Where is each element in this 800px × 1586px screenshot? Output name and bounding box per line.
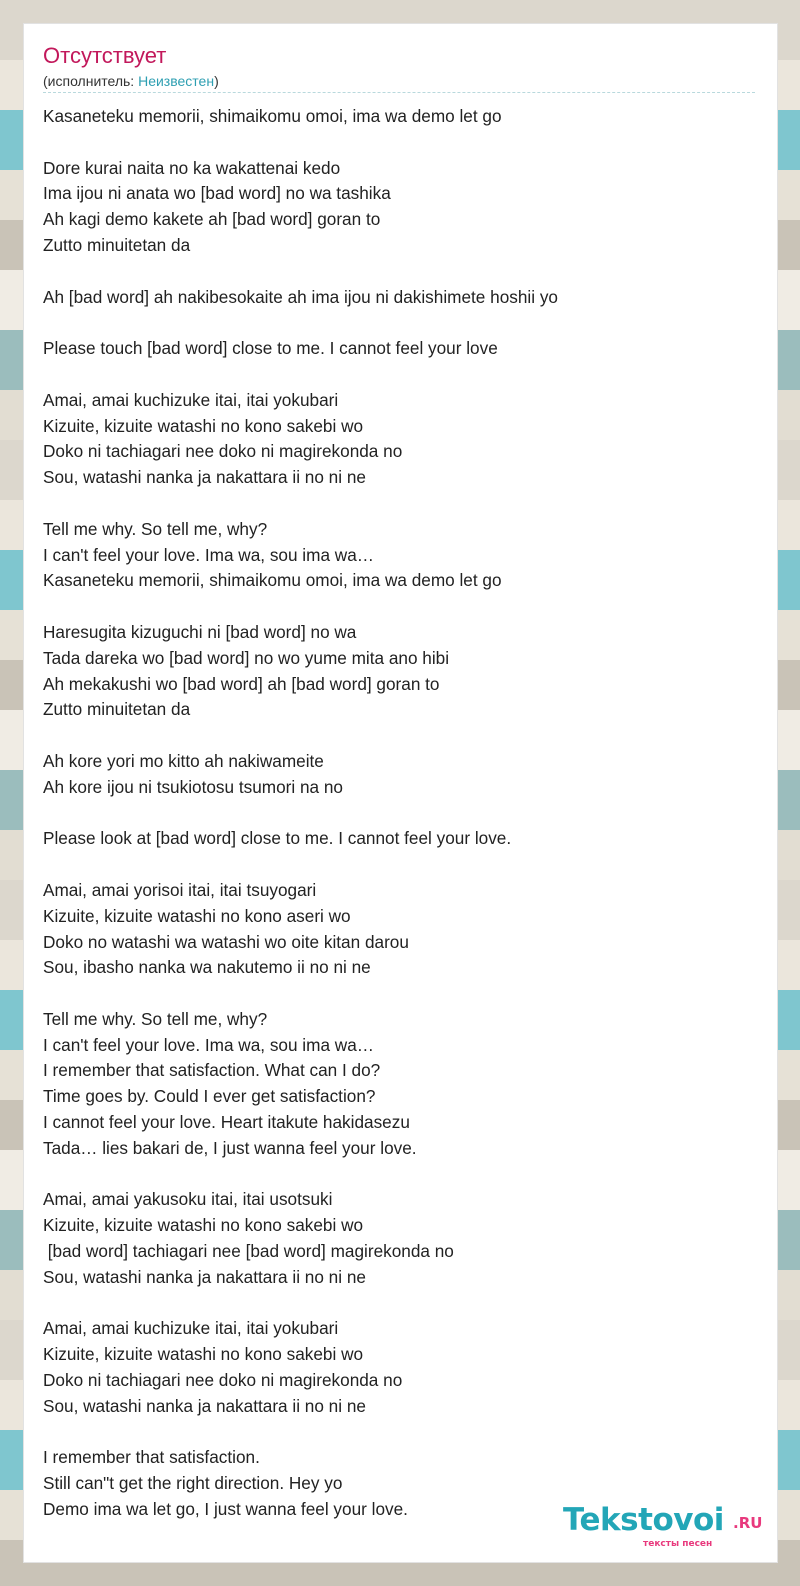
lyrics-text: Kasaneteku memorii, shimaikomu omoi, ima wa demo let go Dore kurai naita no ka wakattenai kedo Ima ijou ni anata wo [bad word] no wa tashika Ah kagi demo kakete ah [bad word] goran to Zutto minuitetan da Ah [bad word] ah nakibesokaite ah ima ijou ni dakishimete hoshii yo Please touch [bad word] close to me. I cannot feel your love Amai, amai kuchizuke itai, itai yokubari Kizuite, kizuite watashi no kono sakebi wo Doko ni tachiagari nee doko ni magirekonda no Sou, watashi nanka ja nakattara ii no ni ne Tell me why. So tell me, why? I can't feel your love. Ima wa, sou ima wa… Kasaneteku memorii, shimaikomu omoi, ima wa demo let go Haresugita kizuguchi ni [bad word] no wa Tada dareka wo [bad word] no wo yume mita ano hibi Ah mekakushi wo [bad word] ah [bad word] goran to Zutto minuitetan da Ah kore yori mo kitto ah nakiwameite Ah kore ijou ni tsukiotosu tsumori na no Please look at [bad word] close to me. I cannot feel your love. Amai, amai yorisoi itai, itai tsuyogari Kizuite, kizuite watashi no kono aseri wo Doko no watashi wa watashi wo oite kitan darou Sou, ibasho nanka wa nakutemo ii no ni ne Tell me why. So tell me, why? I can't feel your love. Ima wa, sou ima wa… I remember that satisfaction. What can I do? Time goes by. Could I ever get satisfaction? I cannot feel your love. Heart itakute hakidasezu Tada… lies bakari de, I just wanna feel your love. Amai, amai yakusoku itai, itai usotsuki Kizuite, kizuite watashi no kono sakebi wo [bad word] tachiagari nee [bad word] magirekonda no Sou, watashi nanka ja nakattara ii no ni ne Amai, amai kuchizuke itai, itai yokubari Kizuite, kizuite watashi no kono sakebi wo Doko ni tachiagari nee doko ni magirekonda no Sou, watashi nanka ja nakattara ii no ni ne I remember that satisfaction. Still can"t get the right direction. Hey yo Demo ima wa let go, I just wanna feel your love. (43, 106, 558, 1520)
artist-prefix: (исполнитель: (43, 73, 139, 89)
logo-tagline: тексты песен (643, 1539, 713, 1549)
song-title: Отсутствует (43, 43, 167, 68)
artist-suffix: ) (214, 73, 219, 89)
artist-link[interactable]: Неизвестен (138, 73, 215, 89)
artist-line (43, 73, 219, 89)
logo-brand: Tekstovoi (563, 1502, 724, 1538)
lyrics-card (23, 23, 778, 1563)
title-divider (43, 92, 755, 93)
logo-tld: .RU (733, 1514, 763, 1532)
site-logo-watermark (563, 1502, 773, 1548)
